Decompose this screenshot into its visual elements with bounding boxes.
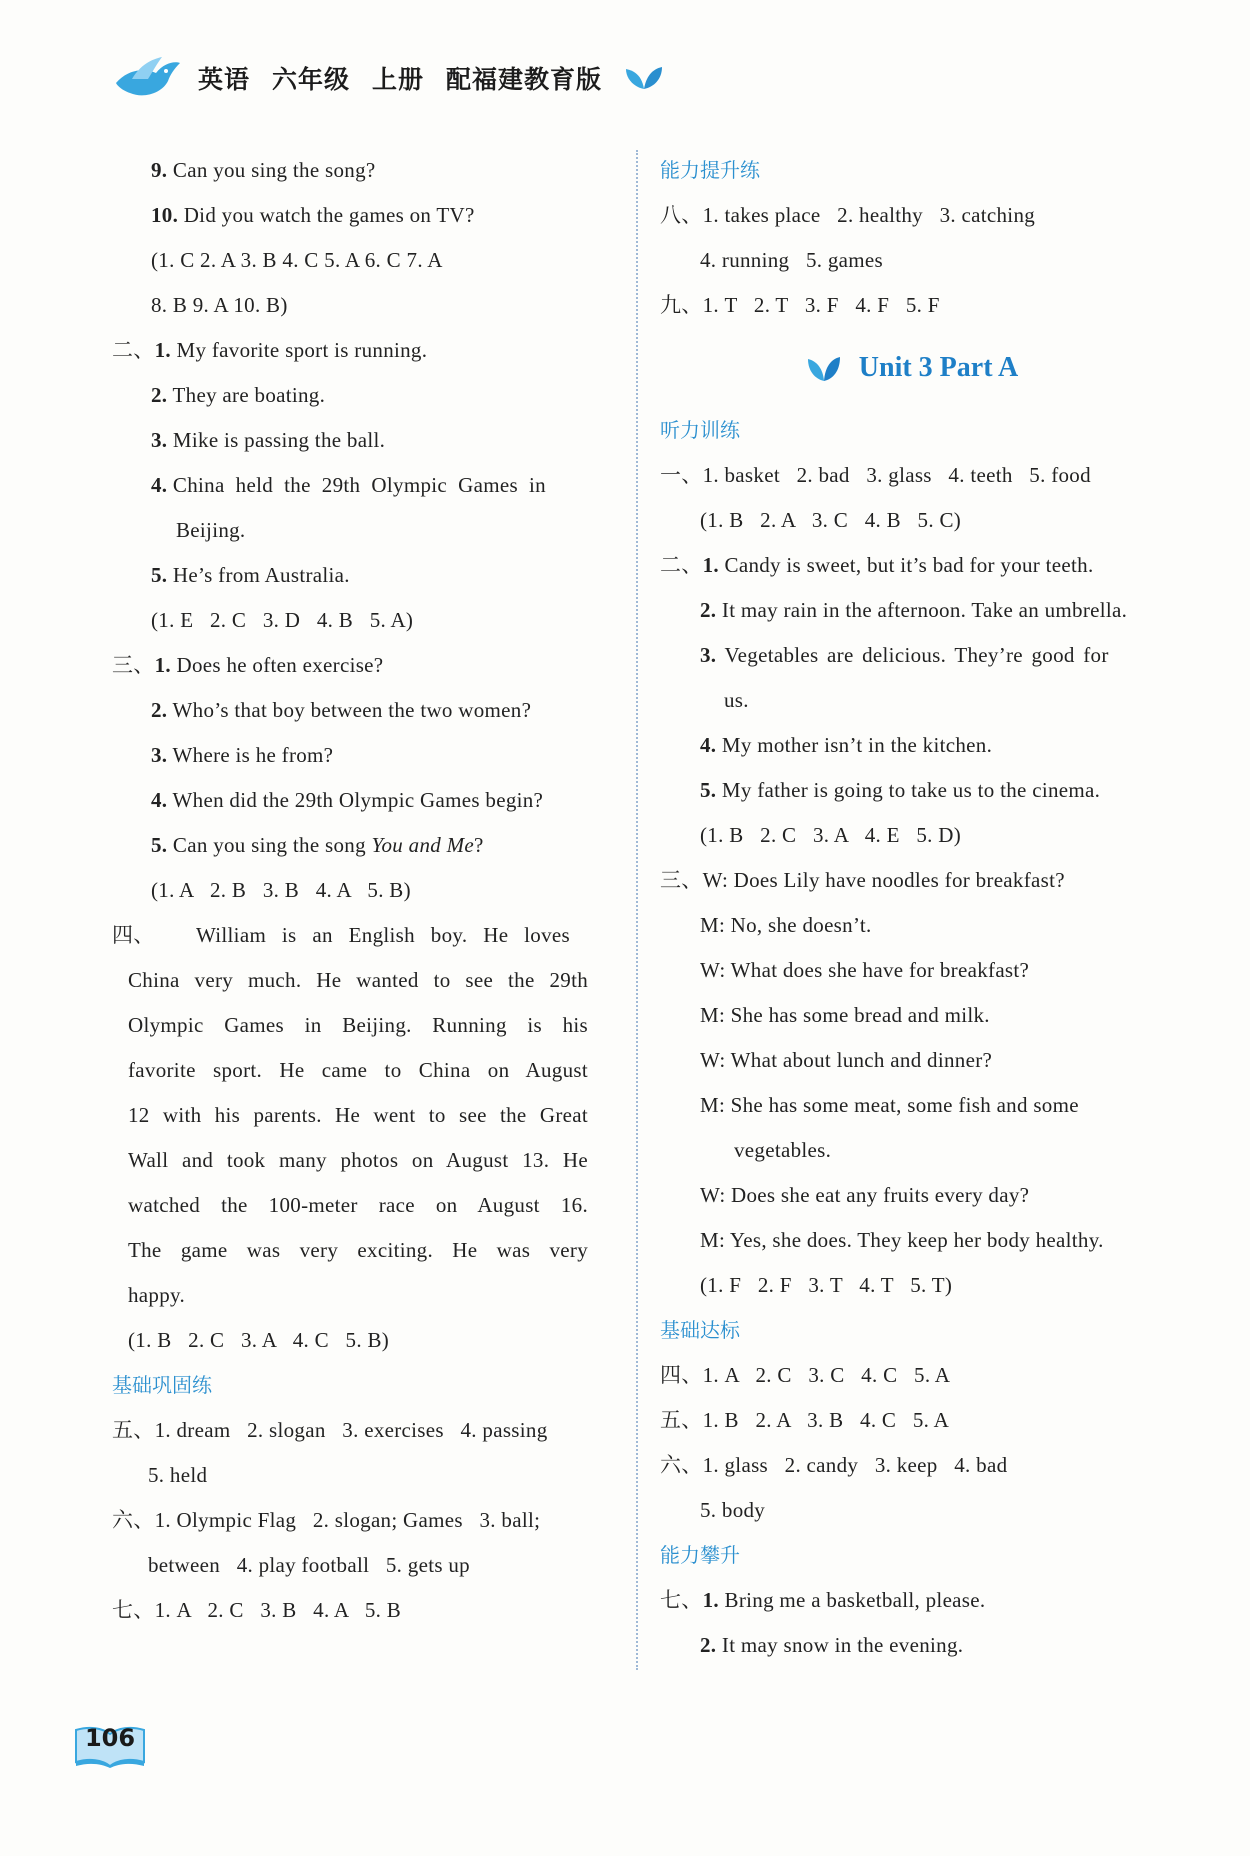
list-item: 2. They are boating. xyxy=(151,383,326,407)
dialogue-line: W: What does she have for breakfast? xyxy=(700,958,1030,982)
list-item: 七、1. A 2. C 3. B 4. A 5. B xyxy=(112,1598,402,1622)
answer-key: (1. A 2. B 3. B 4. A 5. B) xyxy=(151,878,411,902)
passage-line: Olympic Games in Beijing. Running is his xyxy=(128,1013,588,1037)
leaf-icon xyxy=(624,65,664,91)
header-edition: 配福建教育版 xyxy=(446,65,603,94)
sprout-icon xyxy=(807,353,841,383)
list-item-continued: 5. held xyxy=(148,1463,208,1487)
list-item: 3. Mike is passing the ball. xyxy=(151,428,386,452)
dialogue-line: W: Does she eat any fruits every day? xyxy=(700,1183,1030,1207)
dialogue-line: M: No, she doesn’t. xyxy=(700,913,872,937)
answer-key: (1. C 2. A 3. B 4. C 5. A 6. C 7. A xyxy=(151,248,443,272)
list-item: 3. Vegetables are delicious. They’re good for xyxy=(700,643,1109,667)
list-item: 3. Where is he from? xyxy=(151,743,334,767)
dialogue-line: W: What about lunch and dinner? xyxy=(700,1048,993,1072)
list-item: 4. When did the 29th Olympic Games begin? xyxy=(151,788,544,812)
list-item-continued: us. xyxy=(724,688,749,712)
list-item: 八、1. takes place 2. healthy 3. catching xyxy=(660,203,1036,227)
list-item: 三、1. Does he often exercise? xyxy=(112,653,384,677)
list-item: 5. He’s from Australia. xyxy=(151,563,350,587)
list-item: 5. My father is going to take us to the cinema. xyxy=(700,778,1101,802)
passage-line: The game was very exciting. He was very xyxy=(128,1238,588,1262)
dialogue-line: M: Yes, she does. They keep her body healthy. xyxy=(700,1228,1104,1252)
passage-line: watched the 100-meter race on August 16. xyxy=(128,1193,588,1217)
section-heading-basic-2: 基础达标 xyxy=(660,1318,740,1342)
answer-key: (1. B 2. A 3. C 4. B 5. C) xyxy=(700,508,962,532)
section-heading-listening: 听力训练 xyxy=(660,418,740,442)
list-item: 2. It may rain in the afternoon. Take an umbrella. xyxy=(700,598,1128,622)
list-item: 5. Can you sing the song You and Me? xyxy=(151,833,484,857)
list-item: 二、1. My favorite sport is running. xyxy=(112,338,428,362)
answer-key: (1. B 2. C 3. A 4. C 5. B) xyxy=(128,1328,390,1352)
list-item: 4. My mother isn’t in the kitchen. xyxy=(700,733,993,757)
list-item: 七、1. Bring me a basketball, please. xyxy=(660,1588,986,1612)
passage-line: happy. xyxy=(128,1283,186,1307)
list-item: 五、1. dream 2. slogan 3. exercises 4. passing xyxy=(112,1418,548,1442)
list-item-continued: 5. body xyxy=(700,1498,766,1522)
header-subject: 英语 xyxy=(198,65,251,94)
passage-line: China very much. He wanted to see the 29th xyxy=(128,968,588,992)
list-item: 九、1. T 2. T 3. F 4. F 5. F xyxy=(660,293,940,317)
section-heading-basic: 基础巩固练 xyxy=(112,1373,212,1397)
right-column xyxy=(660,148,1165,1668)
header-grade: 六年级 xyxy=(272,65,351,94)
dialogue-line: M: She has some bread and milk. xyxy=(700,1003,990,1027)
section-heading-ability-2: 能力攀升 xyxy=(660,1543,740,1567)
passage-line: Wall and took many photos on August 13. He xyxy=(128,1148,588,1172)
page-header xyxy=(112,50,664,106)
answer-key: (1. F 2. F 3. T 4. T 5. T) xyxy=(700,1273,953,1297)
list-item: 二、1. Candy is sweet, but it’s bad for your teeth. xyxy=(660,553,1094,577)
bird-logo-icon xyxy=(112,53,182,103)
list-item: 9. Can you sing the song? xyxy=(151,158,376,182)
answer-key: 8. B 9. A 10. B) xyxy=(151,293,288,317)
page-number: 106 xyxy=(84,1724,136,1752)
page-number-badge xyxy=(72,1722,148,1768)
answer-key: (1. E 2. C 3. D 4. B 5. A) xyxy=(151,608,414,632)
list-item: 五、1. B 2. A 3. B 4. C 5. A xyxy=(660,1408,950,1432)
list-item-continued: between 4. play football 5. gets up xyxy=(148,1553,470,1577)
list-item: 2. It may snow in the evening. xyxy=(700,1633,964,1657)
list-item-continued: 4. running 5. games xyxy=(700,248,884,272)
passage-line: 12 with his parents. He went to see the Great xyxy=(128,1103,588,1127)
unit-title: Unit 3 Part A xyxy=(660,328,1165,408)
header-volume: 上册 xyxy=(372,65,425,94)
dialogue-line: 三、W: Does Lily have noodles for breakfast? xyxy=(660,868,1065,892)
column-divider xyxy=(636,150,638,1670)
dialogue-line: M: She has some meat, some fish and some xyxy=(700,1093,1079,1117)
list-item: 4. China held the 29th Olympic Games in xyxy=(151,473,546,497)
list-item: 四、1. A 2. C 3. C 4. C 5. A xyxy=(660,1363,951,1387)
list-item-continued: Beijing. xyxy=(176,518,246,542)
passage-first-line: 四、 William is an English boy. He loves xyxy=(112,923,570,947)
answer-key: (1. B 2. C 3. A 4. E 5. D) xyxy=(700,823,962,847)
left-column xyxy=(112,148,612,1633)
dialogue-line-continued: vegetables. xyxy=(734,1138,832,1162)
list-item: 2. Who’s that boy between the two women? xyxy=(151,698,532,722)
header-title xyxy=(198,60,602,96)
list-item: 六、1. Olympic Flag 2. slogan; Games 3. ball; xyxy=(112,1508,541,1532)
list-item: 一、1. basket 2. bad 3. glass 4. teeth 5. food xyxy=(660,463,1091,487)
list-item: 六、1. glass 2. candy 3. keep 4. bad xyxy=(660,1453,1008,1477)
passage-line: favorite sport. He came to China on August xyxy=(128,1058,588,1082)
list-item: 10. Did you watch the games on TV? xyxy=(151,203,475,227)
section-heading-ability: 能力提升练 xyxy=(660,158,760,182)
